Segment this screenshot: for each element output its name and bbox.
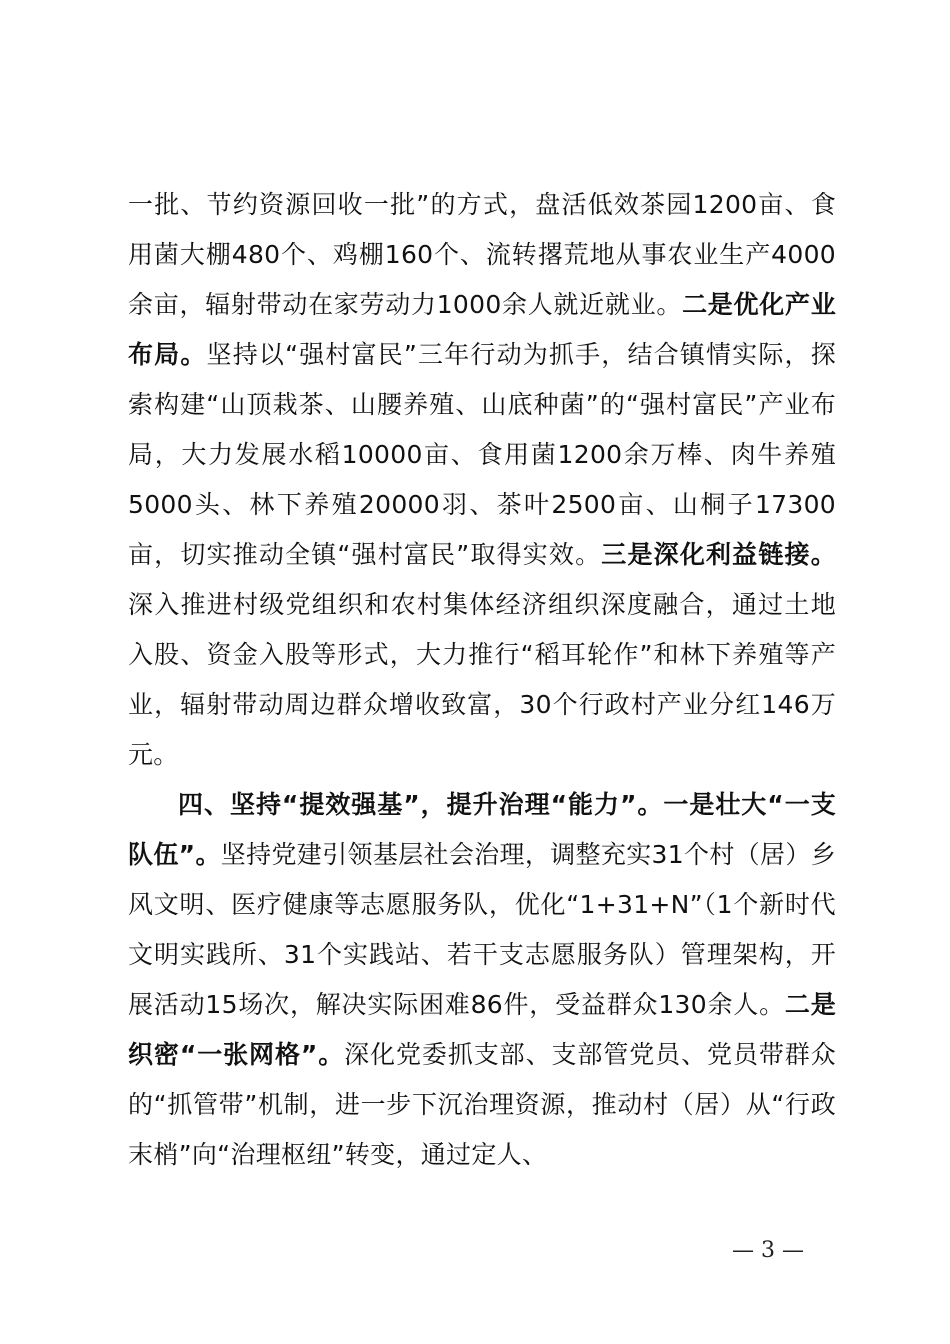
paragraph-text: 坚持以“强村富民”三年行动为抓手，结合镇情实际，探索构建“山顶栽茶、山腰养殖、山底种菌”的“强村富民”产业布局，大力发展水稻10000亩、食用菌1200余万棒、肉牛养殖5000头、林下养殖20000羽、茶叶2500亩、山桐子17300亩，切实推动全镇“强村富民”取得实效。: [128, 340, 837, 569]
paragraph-text: 坚持党建引领基层社会治理，调整充实31个村（居）乡风文明、医疗健康等志愿服务队，优化“1+31+N”（1个新时代文明实践所、31个实践站、若干支志愿服务队）管理架构，开展活动15场次，解决实际困难86件，受益群众130余人。: [128, 840, 836, 1019]
body-paragraph-2: [128, 780, 836, 1180]
paragraph-text: 深入推进村级党组织和农村集体经济组织深度融合，通过土地入股、资金入股等形式，大力推行“稻耳轮作”和林下养殖等产业，辐射带动周边群众增收致富，30个行政村产业分红146万元。: [128, 590, 836, 769]
bold-heading: 二是织密“一张网格”。: [128, 990, 836, 1069]
bold-heading: 三是深化利益链接。: [601, 540, 837, 569]
page-number: — 3 —: [732, 1238, 804, 1263]
section-heading: 四、坚持“提效强基”，提升治理“能力”。一是壮大“一支队伍”。: [128, 790, 836, 869]
paragraph-text: 一批、节约资源回收一批”的方式，盘活低效茶园1200亩、食用菌大棚480个、鸡棚160个、流转撂荒地从事农业生产4000余亩，辐射带动在家劳动力1000余人就近就业。: [128, 190, 836, 319]
paragraph-text: 深化党委抓支部、支部管党员、党员带群众的“抓管带”机制，进一步下沉治理资源，推动村（居）从“行政末梢”向“治理枢纽”转变，通过定人、: [128, 1040, 836, 1169]
body-paragraph-1: [128, 180, 836, 780]
bold-heading: 二是优化产业布局。: [128, 290, 836, 369]
